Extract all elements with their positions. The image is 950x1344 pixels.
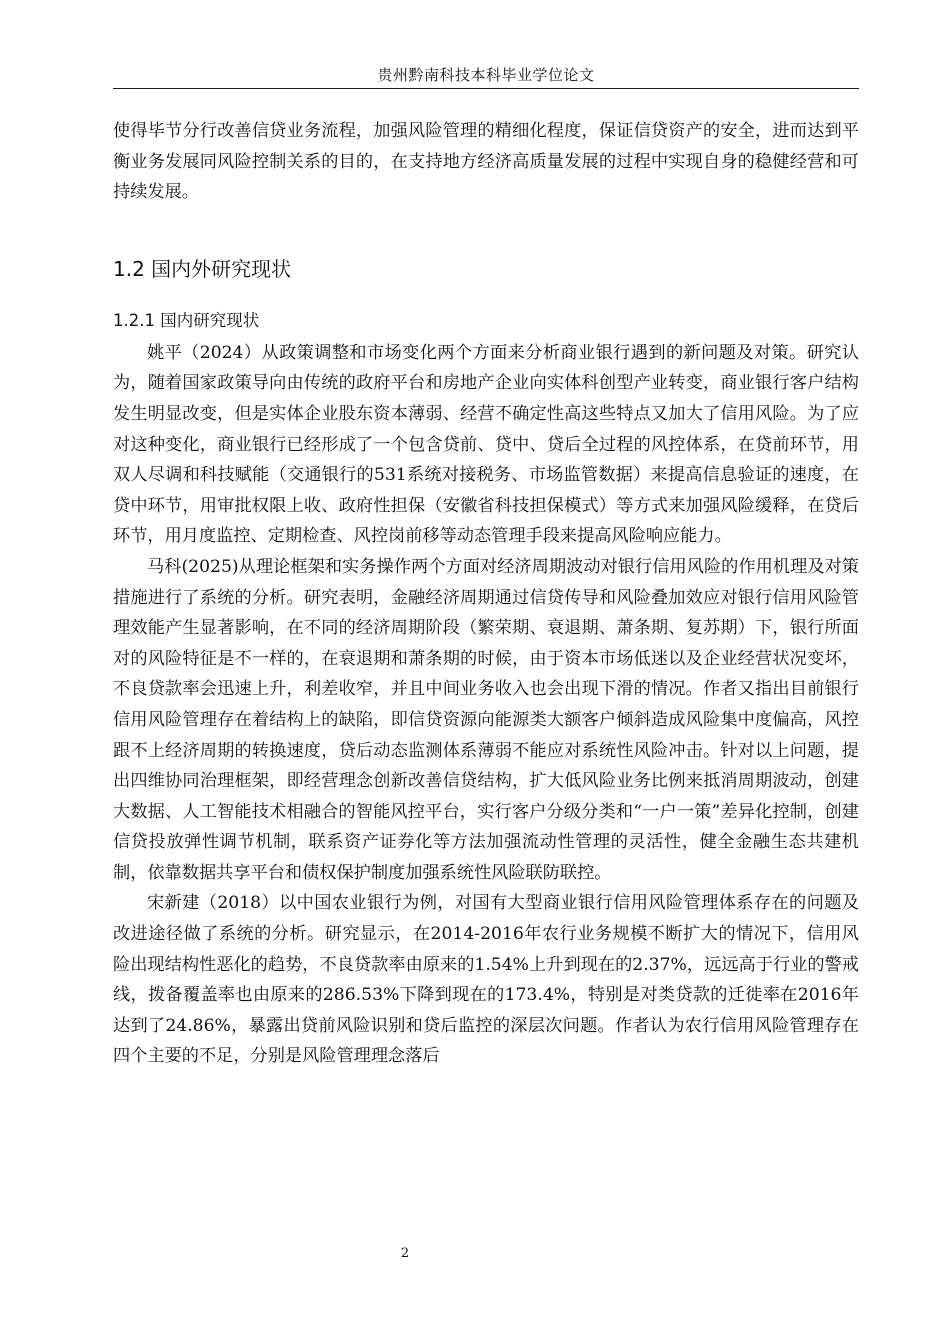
- page-number: 2: [400, 1246, 410, 1261]
- intro-paragraph: 使得毕节分行改善信贷业务流程，加强风险管理的精细化程度，保证信贷资产的安全，进而达到平衡业务发展同风险控制关系的目的，在支持地方经济高质量发展的过程中实现自身的稳健经营和可持续发展。: [113, 121, 859, 203]
- page-body: [113, 116, 859, 1072]
- paragraph-song-xinjian: 宋新建（2018）以中国农业银行为例，对国有大型商业银行信用风险管理体系存在的问题及改进途径做了系统的分析。研究显示，在2014-2016年农行业务规模不断扩大的情况下，信用风险出现结构性恶化的趋势，不良贷款率由原来的1.54%上升到现在的2.37%，远远高于行业的警戒线，拨备覆盖率也由原来的286.53%下降到现在的173.4%，特别是对类贷款的迁徙率在2016年达到了24.86%，暴露出贷前风险识别和贷后监控的深层次问题。作者认为农行信用风险管理存在四个主要的不足，分别是风险管理理念落后: [113, 893, 859, 1067]
- section-heading: 1.2 国内外研究现状: [113, 256, 292, 281]
- page-header: [113, 64, 859, 89]
- paragraph-ma-ke: 马科(2025)从理论框架和实务操作两个方面对经济周期波动对银行信用风险的作用机理及对策措施进行了系统的分析。研究表明，金融经济周期通过信贷传导和风险叠加效应对银行信用风险管理效能产生显著影响，在不同的经济周期阶段（繁荣期、衰退期、萧条期、复苏期）下，银行所面对的风险特征是不一样的，在衰退期和萧条期的时候，由于资本市场低迷以及企业经营状况变坏，不良贷款率会迅速上升，利差收窄，并且中间业务收入也会出现下滑的情况。作者又指出目前银行信用风险管理存在着结构上的缺陷，即信贷资源向能源类大额客户倾斜造成风险集中度偏高，风控跟不上经济周期的转换速度，贷后动态监测体系薄弱不能应对系统性风险冲击。针对以上问题，提出四维协同治理框架，即经营理念创新改善信贷结构，扩大低风险业务比例来抵消周期波动，创建大数据、人工智能技术相融合的智能风控平台，实行客户分级分类和“一户一策”差异化控制，创建信贷投放弹性调节机制，联系资产证券化等方法加强流动性管理的灵活性，健全金融生态共建机制，依靠数据共享平台和债权保护制度加强系统性风险联防联控。: [113, 556, 859, 883]
- paragraph-yao-ping: 姚平（2024）从政策调整和市场变化两个方面来分析商业银行遇到的新问题及对策。研究认为，随着国家政策导向由传统的政府平台和房地产企业向实体科创型产业转变，商业银行客户结构发生明显改变，但是实体企业股东资本薄弱、经营不确定性高这些特点又加大了信用风险。为了应对这种变化，商业银行已经形成了一个包含贷前、贷中、贷后全过程的风控体系，在贷前环节，用双人尽调和科技赋能（交通银行的531系统对接税务、市场监管数据）来提高信息验证的速度，在贷中环节，用审批权限上收、政府性担保（安徽省科技担保模式）等方式来加强风险缓释，在贷后环节，用月度监控、定期检查、风控岗前移等动态管理手段来提高风险响应能力。: [113, 342, 859, 547]
- thesis-title: 贵州黔南科技本科毕业学位论文: [377, 66, 595, 84]
- subsection-heading: 1.2.1 国内研究现状: [113, 310, 260, 330]
